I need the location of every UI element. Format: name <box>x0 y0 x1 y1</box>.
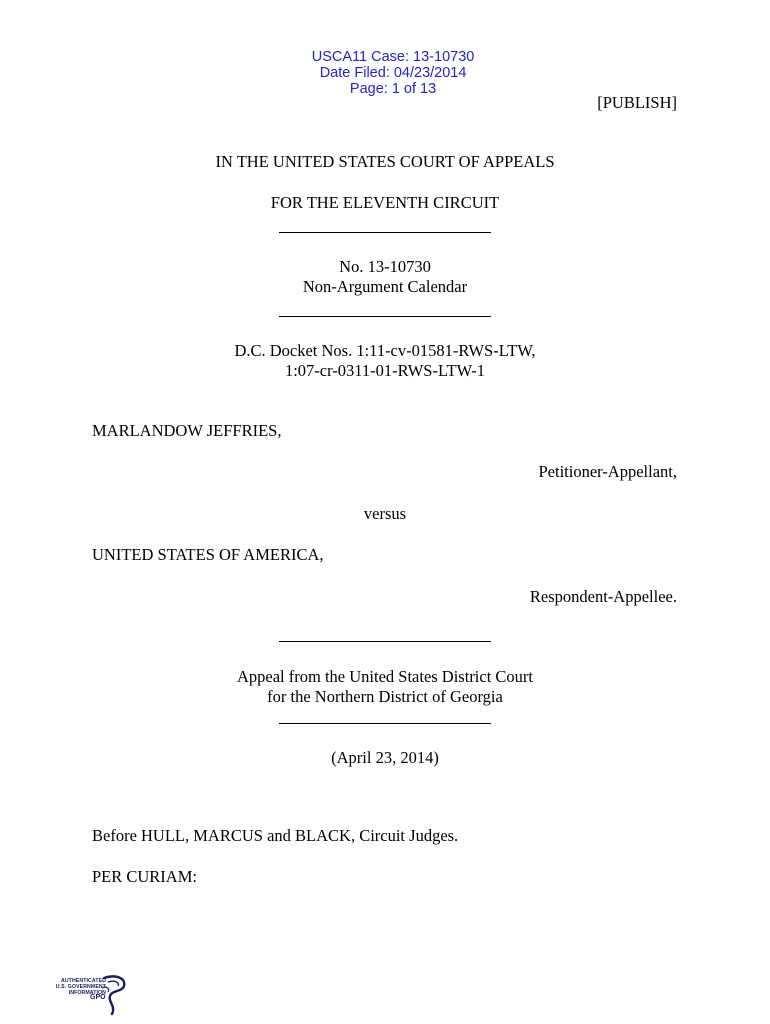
case-id: USCA11 Case: 13-10730 <box>311 49 475 65</box>
divider <box>279 723 491 724</box>
petitioner-name: MARLANDOW JEFFRIES, <box>92 421 282 440</box>
gpo-mark: GPO <box>90 994 106 1001</box>
page-count: Page: 1 of 13 <box>349 81 437 97</box>
divider <box>279 316 491 317</box>
panel-judges: Before HULL, MARCUS and BLACK, Circuit Judges. <box>92 826 459 845</box>
decision-date: (April 23, 2014) <box>331 748 439 767</box>
petitioner-role: Petitioner-Appellant, <box>538 462 677 481</box>
docket-line1: D.C. Docket Nos. 1:11-cv-01581-RWS-LTW, <box>234 341 536 360</box>
calendar-type: Non-Argument Calendar <box>302 277 468 296</box>
respondent-name: UNITED STATES OF AMERICA, <box>92 545 324 564</box>
appeal-line1: Appeal from the United States District Court <box>236 667 534 686</box>
versus-label: versus <box>363 504 407 523</box>
per-curiam: PER CURIAM: <box>92 867 197 886</box>
seal-text: AUTHENTICATED U.S. GOVERNMENT INFORMATION <box>55 978 106 996</box>
eagle-icon <box>98 974 128 1016</box>
publish-tag: [PUBLISH] <box>597 93 677 112</box>
appeal-line2: for the Northern District of Georgia <box>267 687 503 706</box>
gpo-authentication-seal <box>44 972 134 1018</box>
court-name-line1: IN THE UNITED STATES COURT OF APPEALS <box>215 152 555 171</box>
docket-line2: 1:07-cr-0311-01-RWS-LTW-1 <box>284 361 486 380</box>
date-filed: Date Filed: 04/23/2014 <box>319 65 467 81</box>
respondent-role: Respondent-Appellee. <box>529 587 677 606</box>
case-number: No. 13-10730 <box>339 257 431 276</box>
divider <box>279 641 491 642</box>
court-name-line2: FOR THE ELEVENTH CIRCUIT <box>270 193 500 212</box>
divider <box>279 232 491 233</box>
